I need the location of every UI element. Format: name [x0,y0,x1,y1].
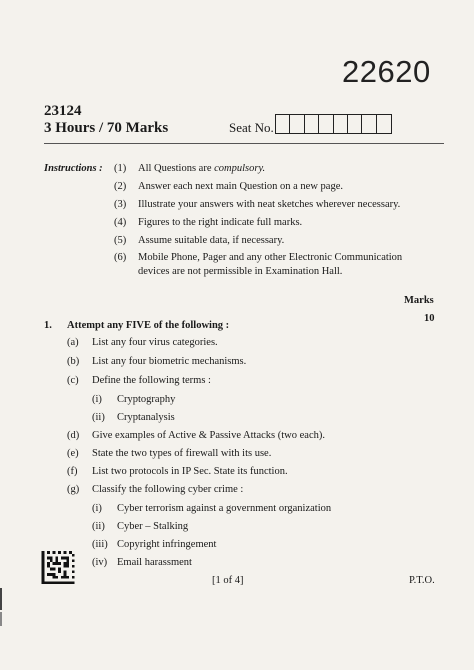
subpart-text: Cryptography [117,394,176,405]
instruction-text: Illustrate your answers with neat sketches wherever necessary. [138,199,401,210]
page-number: [1 of 4] [212,575,244,586]
part-text: List any four virus categories. [92,337,218,348]
part-text: List any four biometric mechanisms. [92,356,247,367]
subpart-label: (iv) [92,557,108,568]
subpart-label: (iii) [92,539,108,550]
scan-edge-mark [0,612,2,626]
seat-number-box [276,115,290,133]
part-label: (d) [67,430,80,441]
data-matrix-code-icon [41,551,75,584]
part-label: (g) [67,484,80,495]
instruction-text: Assume suitable data, if necessary. [138,235,285,246]
seat-number-label: Seat No. [229,120,274,135]
duration-marks: 3 Hours / 70 Marks [44,120,169,136]
part-label: (e) [67,448,79,459]
subpart-label: (i) [92,394,102,405]
seat-number-boxes [275,114,392,134]
please-turn-over: P.T.O. [409,575,435,586]
part-label: (f) [67,466,78,477]
instruction-text: Figures to the right indicate full marks. [138,217,303,228]
seat-number-box [334,115,348,133]
subpart-label: (i) [92,503,102,514]
part-label: (b) [67,356,80,367]
subpart-text: Cyber – Stalking [117,521,189,532]
instruction-emphasis: compulsory. [214,163,266,174]
question-number: 1. [44,320,52,331]
instruction-number: (6) [114,252,127,263]
instruction-text-continued: devices are not permissible in Examination Hall. [138,266,343,277]
subpart-label: (ii) [92,412,105,423]
subpart-text: Email harassment [117,557,192,568]
part-text: Define the following terms : [92,375,211,386]
seat-number-box [319,115,333,133]
part-text: Give examples of Active & Passive Attacks (two each). [92,430,325,441]
subject-code: 23124 [44,103,82,119]
instruction-number: (4) [114,217,127,228]
header-divider [44,143,444,144]
question-title: Attempt any FIVE of the following : [67,320,230,331]
subpart-text: Cryptanalysis [117,412,175,423]
subpart-text: Cyber terrorism against a government organization [117,503,332,514]
instruction-number: (5) [114,235,127,246]
seat-number-box [348,115,362,133]
question-marks: 10 [424,313,435,324]
scan-edge-mark [0,588,2,610]
instruction-text: Mobile Phone, Pager and any other Electronic Communication [138,252,403,263]
subpart-text: Copyright infringement [117,539,217,550]
part-text: State the two types of firewall with its use. [92,448,272,459]
instruction-text: Answer each next main Question on a new page. [138,181,343,192]
instruction-number: (2) [114,181,127,192]
part-text: Classify the following cyber crime : [92,484,244,495]
seat-number-box [362,115,376,133]
part-label: (c) [67,375,79,386]
marks-column-header: Marks [404,295,434,306]
seat-number-box [290,115,304,133]
instruction-number: (3) [114,199,127,210]
paper-code: 22620 [342,54,431,89]
seat-number-box [305,115,319,133]
seat-number-box [377,115,391,133]
instructions-label: Instructions : [44,163,103,174]
instruction-number: (1) [114,163,127,174]
part-label: (a) [67,337,79,348]
instruction-text: All Questions are compulsory. [138,163,266,174]
subpart-label: (ii) [92,521,105,532]
part-text: List two protocols in IP Sec. State its function. [92,466,288,477]
